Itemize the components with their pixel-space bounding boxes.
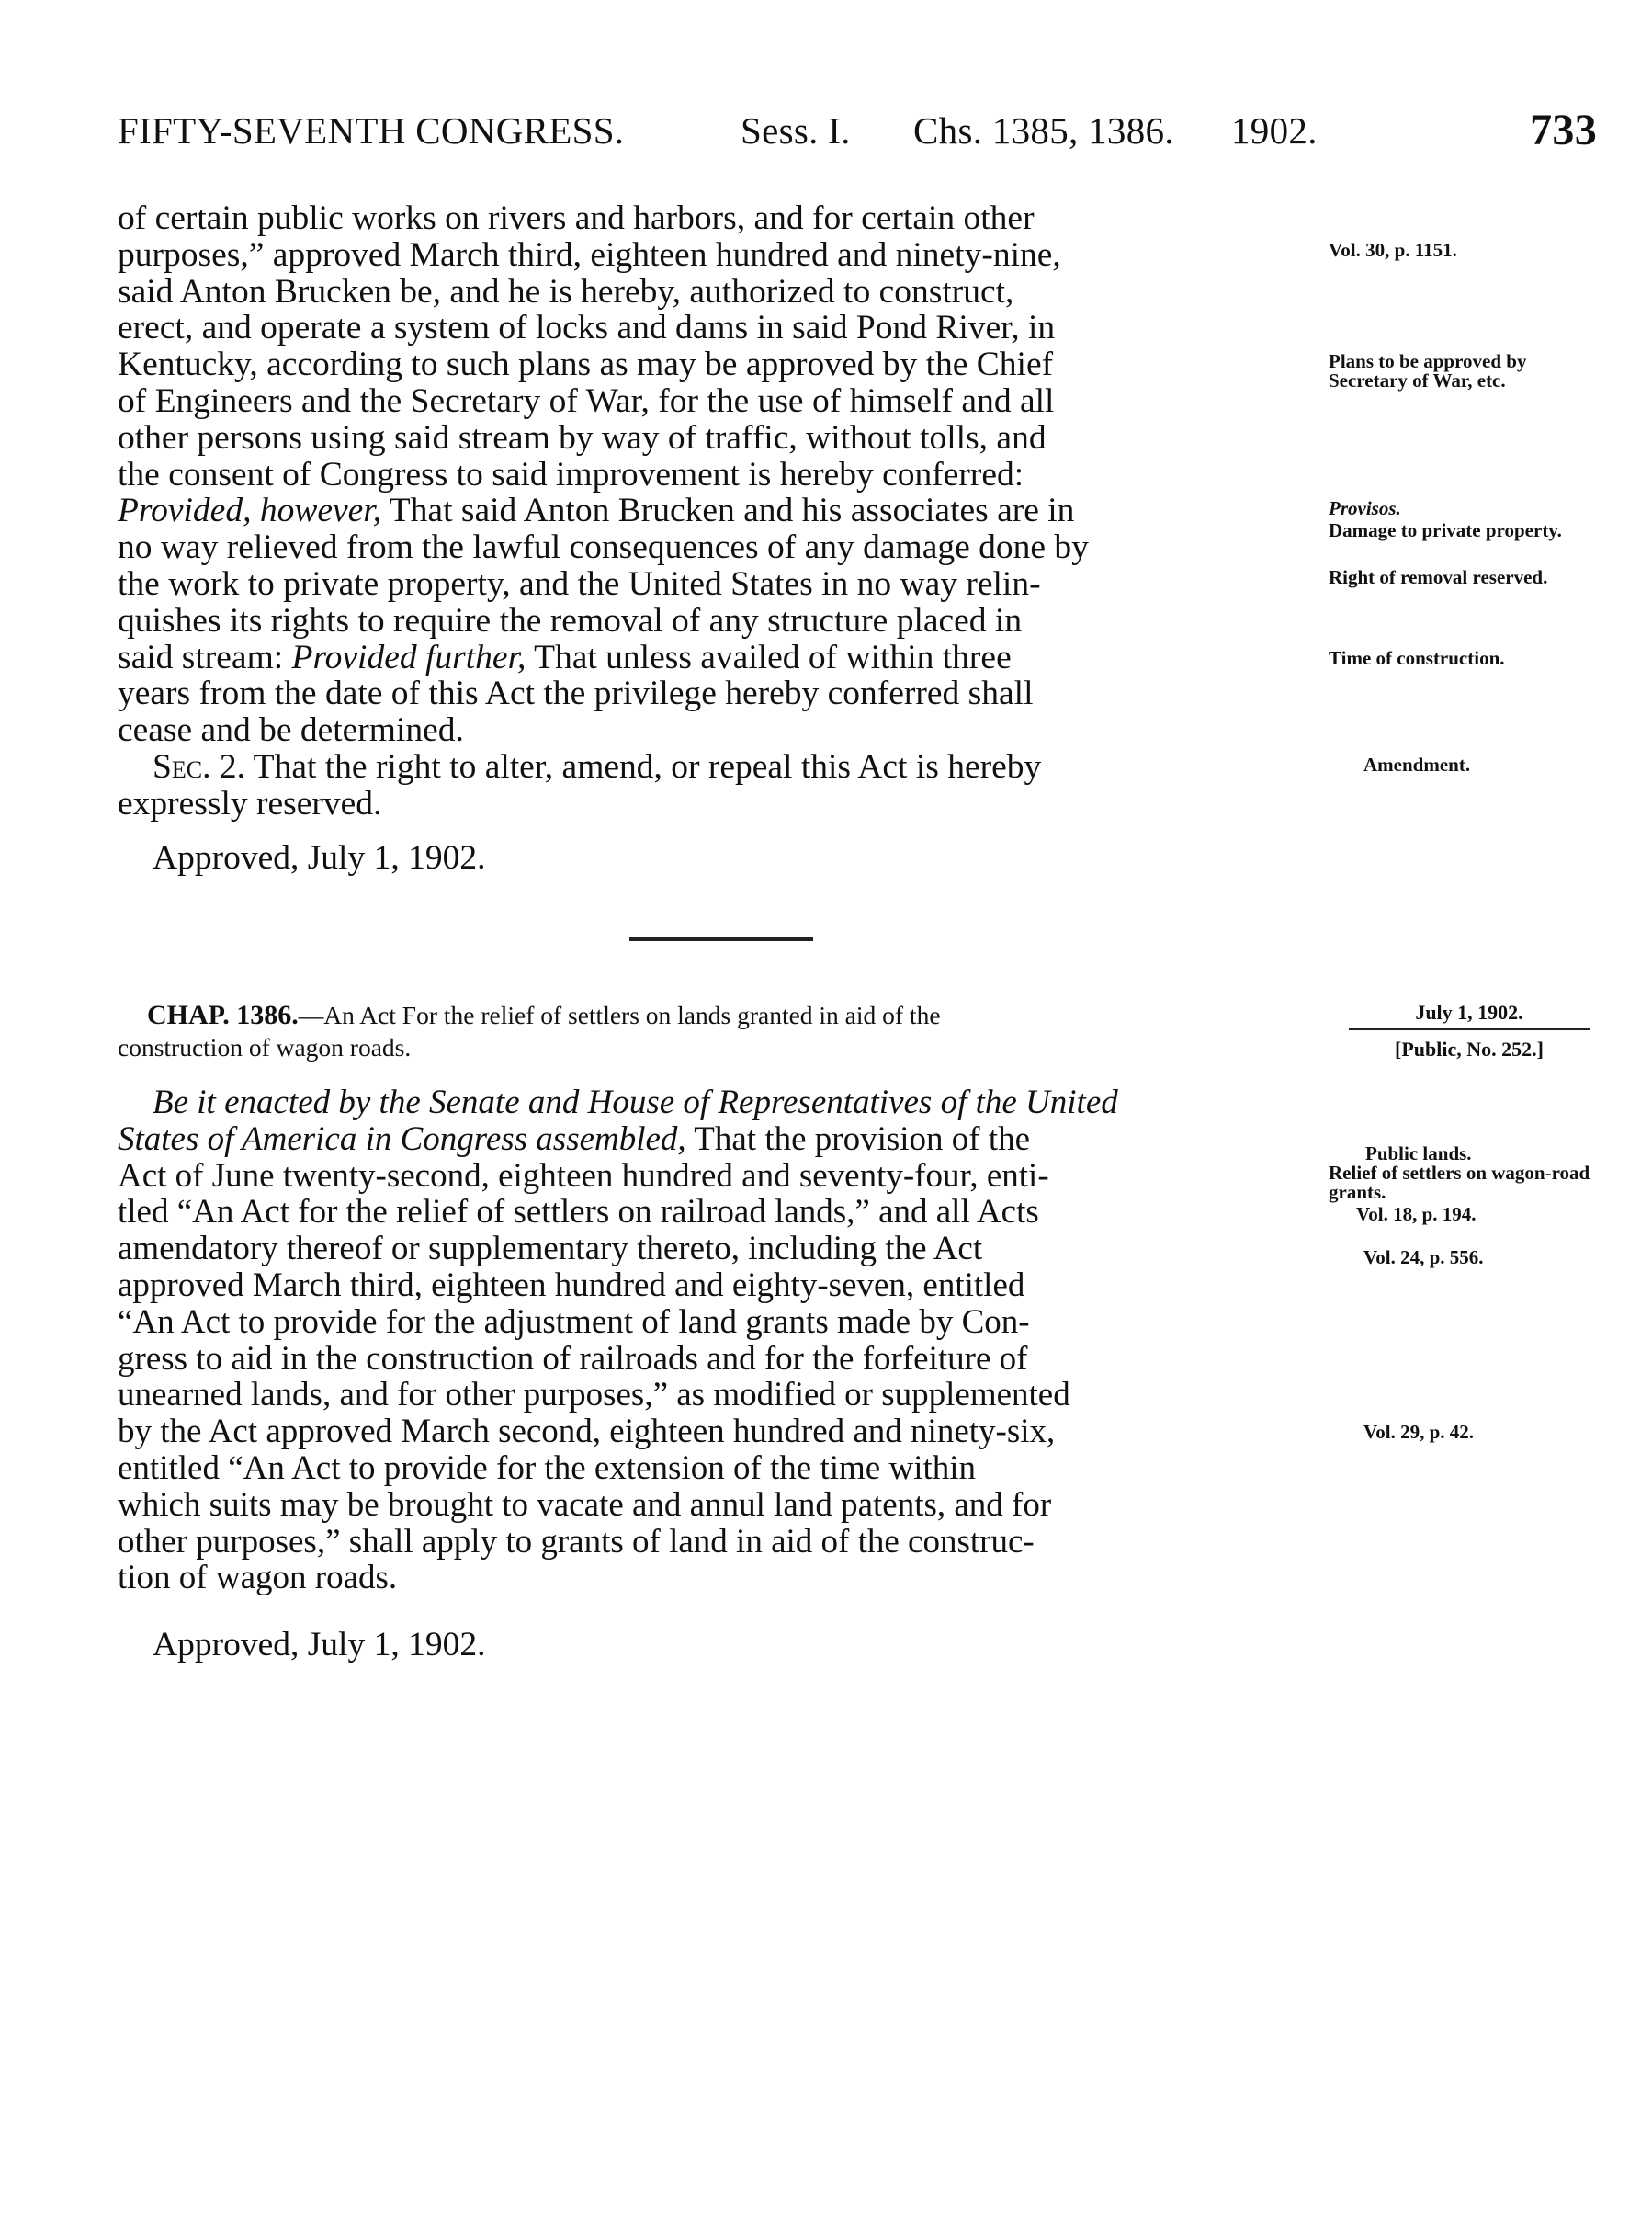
header-year: 1902. [1231, 109, 1318, 152]
text-line: other purposes,” shall apply to grants of land in aid of the construc- [118, 1522, 1035, 1561]
text-line: no way relieved from the lawful consequences of any damage done by [118, 528, 1089, 567]
margin-note-vol30: Vol. 30, p. 1151. [1329, 239, 1457, 261]
text-line: tled “An Act for the relief of settlers on railroad lands,” and all Acts [118, 1193, 1039, 1232]
approved-line-1: Approved, July 1, 1902. [153, 839, 486, 877]
text-line: said stream: Provided further, That unless availed of within three [118, 638, 1012, 676]
chapter-heading [118, 999, 1323, 1063]
chapter-1386-text [118, 1084, 1323, 1596]
margin-note-relief: Relief of settlers on wagon-road grants. [1329, 1162, 1590, 1203]
text-line: amendatory thereof or supplementary thereto, including the Act [118, 1230, 983, 1268]
section-1-text [118, 200, 1323, 823]
text-line: unearned lands, and for other purposes,” as modified or supplemented [118, 1376, 1070, 1414]
margin-note-damage: Damage to private property. [1329, 519, 1562, 541]
header-session: Sess. I. [741, 109, 851, 152]
header-congress: FIFTY-SEVENTH CONGRESS. [118, 109, 625, 152]
chapter-divider [629, 937, 813, 941]
margin-note-provisos: Provisos. [1329, 497, 1401, 519]
text-line: said Anton Brucken be, and he is hereby, authorized to construct, [118, 272, 1014, 311]
enacting-clause-cont: States of America in Congress assembled, That the provision of the [118, 1119, 1031, 1158]
chapter-title-continued: construction of wagon roads. [118, 1033, 412, 1062]
text-line: approved March third, eighteen hundred and eighty-seven, entitled [118, 1266, 1025, 1304]
text-line: quishes its rights to require the removal of any structure placed in [118, 601, 1023, 640]
text-line: Kentucky, according to such plans as may be approved by the Chief [118, 346, 1054, 384]
chapter-title: —An Act For the relief of settlers on lands granted in aid of the [298, 1001, 941, 1029]
section-2-line: Sec. 2. That the right to alter, amend, or repeal this Act is hereby [153, 747, 1042, 786]
text-line: by the Act approved March second, eighteen hundred and ninety-six, [118, 1413, 1056, 1451]
text-line: tion of wagon roads. [118, 1559, 398, 1597]
text-line: which suits may be brought to vacate and annul land patents, and for [118, 1485, 1052, 1524]
text-line: erect, and operate a system of locks and dams in said Pond River, in [118, 309, 1056, 347]
margin-note-time: Time of construction. [1329, 647, 1505, 669]
enacting-clause [118, 1084, 1323, 1121]
text-line: purposes,” approved March third, eighteen hundred and ninety-nine, [118, 235, 1061, 274]
page-number: 733 [1530, 106, 1597, 154]
text-line: cease and be determined. [118, 711, 464, 750]
margin-note-vol24: Vol. 24, p. 556. [1363, 1246, 1484, 1268]
text-line: the work to private property, and the United States in no way relin- [118, 564, 1041, 603]
public-law-number: [Public, No. 252.] [1395, 1038, 1544, 1061]
margin-note-vol29: Vol. 29, p. 42. [1363, 1421, 1475, 1443]
text-line: expressly reserved. [118, 784, 382, 823]
margin-note-public-lands: Public lands. [1365, 1142, 1472, 1164]
chapter-date-box [1349, 999, 1590, 1069]
margin-note-vol18: Vol. 18, p. 194. [1356, 1203, 1477, 1225]
text-line: the consent of Congress to said improvement is hereby conferred: [118, 455, 1024, 494]
chapter-date: July 1, 1902. [1349, 999, 1590, 1030]
margin-note-right: Right of removal reserved. [1329, 566, 1548, 588]
text-line: “An Act to provide for the adjustment of land grants made by Con- [118, 1302, 1030, 1341]
text-line: of certain public works on rivers and harbors, and for certain other [118, 199, 1035, 237]
italic-text: Be it enacted by the Senate and House of Representatives of the United [153, 1084, 1118, 1121]
italic-text: States of America in Congress assembled, [118, 1119, 686, 1158]
italic-text: Provided further, [291, 638, 526, 676]
header-chapters: Chs. 1385, 1386. [913, 109, 1174, 152]
margin-note-plans: Plans to be approved by Secretary of War, etc. [1329, 350, 1527, 392]
margin-note-amendment: Amendment. [1363, 754, 1471, 776]
approved-line-2: Approved, July 1, 1902. [153, 1626, 486, 1663]
italic-text: Provided, however, [118, 492, 382, 530]
text-line: of Engineers and the Secretary of War, for the use of himself and all [118, 381, 1055, 420]
text-line: gress to aid in the construction of railroads and for the forfeiture of [118, 1339, 1028, 1378]
text-line: Act of June twenty-second, eighteen hundred and seventy-four, enti- [118, 1156, 1049, 1195]
text-line: years from the date of this Act the privilege hereby conferred shall [118, 675, 1034, 713]
text-line: entitled “An Act to provide for the extension of the time within [118, 1448, 977, 1487]
page-header [118, 103, 1597, 158]
text-line: Provided, however, That said Anton Brucken and his associates are in [118, 492, 1075, 530]
text-line: other persons using said stream by way of traffic, without tolls, and [118, 418, 1047, 457]
chapter-label: CHAP. 1386. [147, 1000, 299, 1030]
section-label: Sec. 2. [153, 747, 245, 786]
